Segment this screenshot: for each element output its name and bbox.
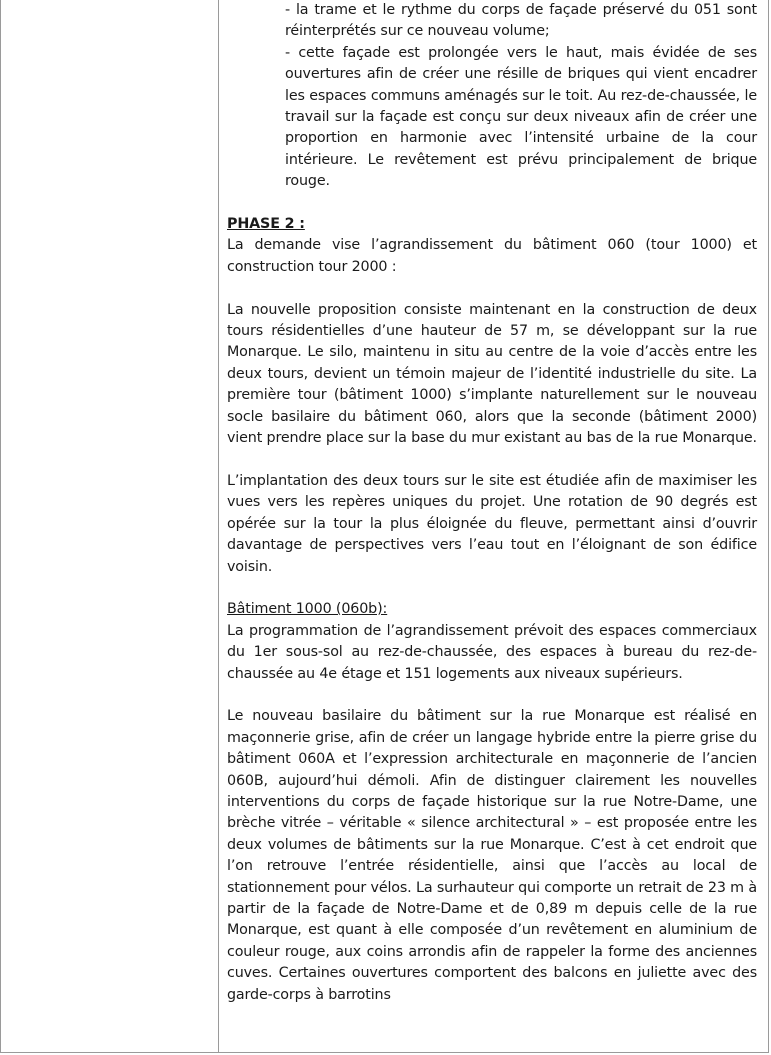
- bullet-item: - la trame et le rythme du corps de façade préservé du 051 sont réinterprétés sur ce nouveau volume;: [285, 2, 757, 40]
- paragraph-gap: [227, 278, 757, 299]
- section-heading: [227, 214, 757, 235]
- subsection-heading: [227, 599, 757, 620]
- paragraph-gap: [227, 193, 757, 214]
- batiment-paragraph: La programmation de l’agrandissement prévoit des espaces commerciaux du 1er sous-sol au rez-de-chaussée, des espaces à bureau du rez-de-chaussée au 4e étage et 151 logements aux niveaux supérieurs.: [227, 622, 757, 682]
- paragraph-gap: [227, 685, 757, 706]
- batiment-paragraph: Le nouveau basilaire du bâtiment sur la rue Monarque est réalisé en maçonnerie grise, afin de créer un langage hybride entre la pierre grise du bâtiment 060A et l’expression architecturale en maçonnerie de l’ancien 060B, aujourd’hui démoli. Afin de distinguer clairement les nouvelles interventions du corps de façade historique sur la rue Notre-Dame, une brèche vitrée – véritable « silence architectural » – est proposée entre les deux volumes de bâtiments sur la rue Monarque. C’est à cet endroit que l’on retrouve l’entrée résidentielle, ainsi que l’accès au local de stationnement pour vélos. La surhauteur qui comporte un retrait de 23 m à partir de la façade de Notre-Dame et de 0,89 m depuis celle de la rue Monarque, est quant à elle composée d’un revêtement en aluminium de couleur rouge, aux coins arrondis afin de rappeler la forme des anciennes cuves. Certaines ouvertures comportent des balcons en juliette avec des garde-corps à barrotins: [227, 708, 757, 1003]
- paragraph-gap: [227, 578, 757, 599]
- phase2-paragraph: La nouvelle proposition consiste maintenant en la construction de deux tours résidentielles d’une hauteur de 57 m, se développant sur la rue Monarque. Le silo, maintenu in situ au centre de la voie d’accès entre les deux tours, devient un témoin majeur de l’identité industrielle du site. La première tour (bâtiment 1000) s’implante naturellement sur le nouveau socle basilaire du bâtiment 060, alors que la seconde (bâtiment 2000) vient prendre place sur la base du mur existant au bas de la rue Monarque.: [227, 301, 757, 447]
- table-left-column: [1, 0, 219, 1052]
- phase2-paragraph: L’implantation des deux tours sur le site est étudiée afin de maximiser les vues vers les repères uniques du projet. Une rotation de 90 degrés est opérée sur la tour la plus éloignée du fleuve, permettant ainsi d’ouvrir davantage de perspectives vers l’eau tout en l’éloignant de son édifice voisin.: [227, 472, 757, 575]
- table-right-column: [227, 0, 757, 1006]
- batiment-heading: Bâtiment 1000 (060b):: [227, 601, 388, 618]
- phase2-intro: La demande vise l’agrandissement du bâtiment 060 (tour 1000) et construction tour 2000 :: [227, 237, 757, 275]
- paragraph-gap: [227, 450, 757, 471]
- bullet-item: - cette façade est prolongée vers le haut, mais évidée de ses ouvertures afin de créer une résille de briques qui vient encadrer les espaces communs aménagés sur le toit. Au rez-de-chaussée, le travail sur la façade est conçu sur deux niveaux afin de créer une proportion en harmonie avec l’intensité urbaine de la cour intérieure. Le revêtement est prévu principalement de brique rouge.: [285, 44, 757, 190]
- phase2-heading: PHASE 2 :: [227, 216, 305, 233]
